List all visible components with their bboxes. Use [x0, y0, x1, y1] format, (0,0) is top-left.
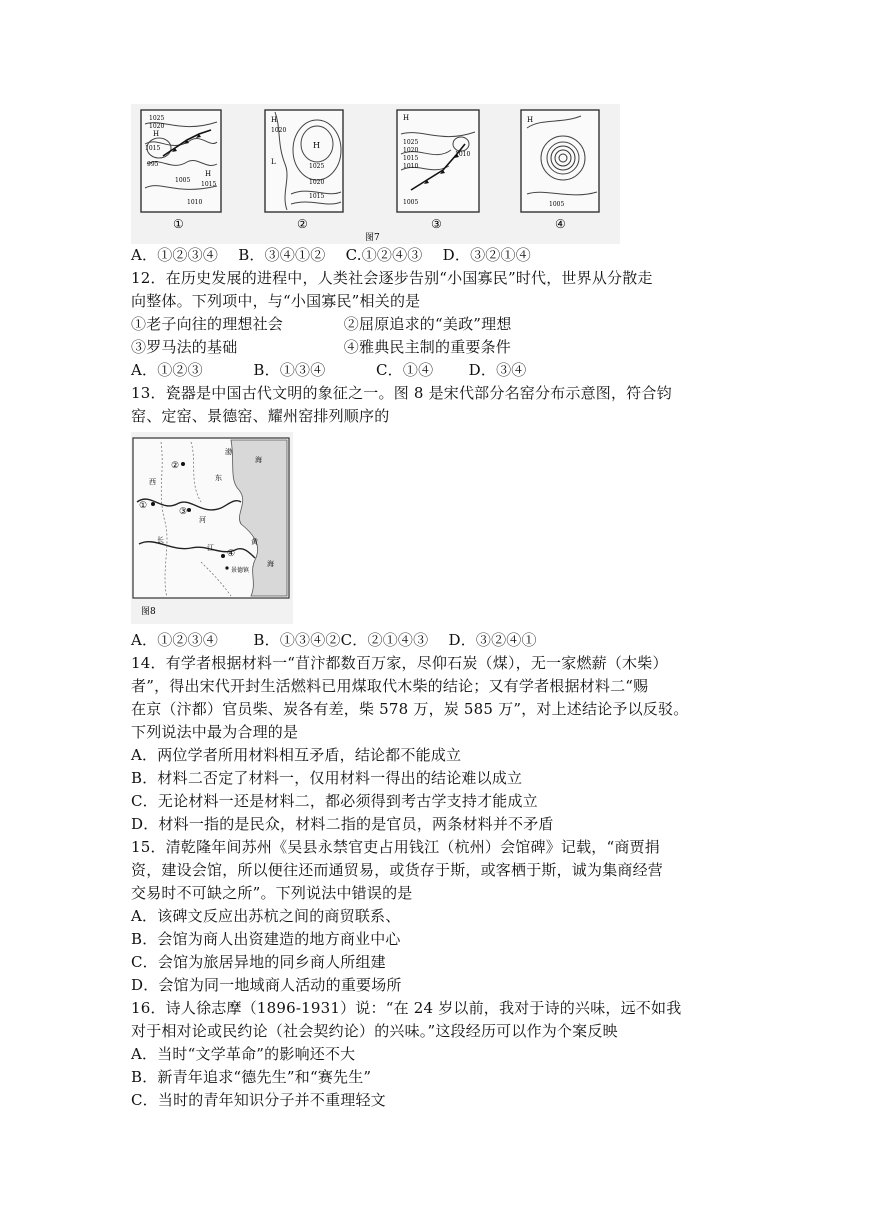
map4-label: ④ [555, 217, 566, 231]
map3-label: ③ [431, 217, 442, 231]
map2-text-5: 1020 [309, 179, 325, 186]
map3-text-6: 1005 [403, 199, 419, 206]
q12-options: A．①②③ B．①③④ C．①④ D．③④ [131, 361, 527, 379]
fig8-label-11: 长 [157, 536, 164, 544]
q14-stem-line-1: 14．有学者根据材料一“苜汴都数百万家，尽仰石炭（煤），无一家燃薪（木柴） [131, 654, 668, 672]
q11-options: A．①②③④ B．③④①② C.①②④③ D．③②①④ [131, 246, 531, 264]
q15-option-d: D．会馆为同一地域商人活动的重要场所 [131, 976, 402, 994]
q12-stem-line-2: 向整体。下列项中，与“小国寡民”相关的是 [131, 292, 421, 310]
q14-stem-line-2: 者”，得出宋代开封生活燃料已用煤取代木柴的结论；又有学者根据材料二“赐 [131, 677, 649, 695]
q16-option-c: C．当时的青年知识分子并不重理轻文 [131, 1091, 386, 1109]
q16-stem-line-1: 16．诗人徐志摩（1896-1931）说：“在 24 岁以前，我对于诗的兴味，远不如我 [131, 999, 682, 1017]
q12-items-line-1: ①老子向往的理想社会 ②屈原追求的“美政”理想 [131, 315, 512, 333]
fig8-label-2: ② [171, 461, 180, 471]
map1-text-6: H [205, 170, 212, 178]
q14-stem-line-3: 在京（汴都）官员柴、炭各有差，柴 578 万，炭 585 万”，对上述结论予以反驳。 [131, 700, 689, 718]
q14-option-b: B．材料二否定了材料一，仅用材料一得出的结论难以成立 [131, 769, 523, 787]
q14-option-d: D．材料一指的是民众，材料二指的是官员，两条材料并不矛盾 [131, 815, 554, 833]
q16-option-b: B．新青年追求“德先生”和“赛先生” [131, 1068, 372, 1086]
map3-text-4: 1010 [403, 163, 419, 170]
fig8-label-4: 西 [149, 478, 156, 486]
map1-text-3: 1015 [145, 145, 161, 152]
map2-text-6: 1015 [309, 193, 325, 200]
weather-map-3 [397, 110, 479, 231]
map1-label: ① [173, 217, 184, 231]
fig8-label-7: ① [139, 501, 148, 511]
q13-stem-line-1: 13．瓷器是中国古代文明的象征之一。图 8 是宋代部分名窑分布示意图，符合钧 [131, 384, 672, 402]
fig8-label-8: 黄 [251, 538, 258, 546]
map1-text-0: 1025 [149, 115, 165, 122]
figure-8-kiln-map [131, 432, 293, 624]
map3-text-5: 1010 [455, 151, 471, 158]
q13-stem-line-2: 窑、定窑、景德窑、耀州窑排列顺序的 [131, 407, 390, 425]
q15-stem-line-1: 15．清乾隆年间苏州《吴县永禁官吏占用钱江（杭州）会馆碑》记载，“商贾捐 [131, 838, 660, 856]
map1-text-8: 1010 [187, 199, 203, 206]
q15-option-c: C．会馆为旅居异地的同乡商人所组建 [131, 953, 386, 971]
q16-stem-line-2: 对于相对论或民约论（社会契约论）的兴味。”这段经历可以作为个案反映 [131, 1022, 618, 1040]
map2-text-0: H [271, 116, 278, 124]
q14-option-a: A．两位学者所用材料相互矛盾，结论都不能成立 [131, 746, 462, 764]
map2-text-1: 1020 [271, 127, 287, 134]
figure-8-svg [131, 432, 293, 624]
weather-map-2 [265, 110, 343, 231]
map4-text-0: H [527, 116, 534, 124]
fig8-label-6: 河 [199, 516, 206, 524]
q12-items-line-2: ③罗马法的基础 ④雅典民主制的重要条件 [131, 338, 512, 356]
q15-option-b: B．会馆为商人出资建造的地方商业中心 [131, 930, 401, 948]
q14-stem-line-4: 下列说法中最为合理的是 [131, 723, 299, 741]
fig8-label-3: 东 [215, 474, 222, 482]
q15-option-a: A．该碑文反应出苏杭之间的商贸联系、 [131, 907, 401, 925]
q14-option-c: C．无论材料一还是材料二，都必须得到考古学支持才能成立 [131, 792, 538, 810]
map1-text-1: 1020 [149, 123, 165, 130]
map1-text-2: H [153, 130, 160, 138]
map2-text-2: L [271, 158, 276, 166]
map3-text-2: 1020 [403, 147, 419, 154]
fig8-label-13: 景德镇 [231, 567, 250, 574]
fig8-label-9: 江 [207, 544, 214, 552]
map3-text-1: 1025 [403, 139, 419, 146]
figure-7-weather-maps [131, 104, 620, 244]
fig8-label-0: 渤 [225, 448, 232, 456]
fig8-label-10: 海 [267, 560, 274, 568]
q16-option-a: A．当时“文学革命”的影响还不大 [131, 1045, 356, 1063]
map2-text-4: 1025 [309, 163, 325, 170]
figure-7-svg [131, 104, 620, 244]
map3-text-3: 1015 [403, 155, 419, 162]
q13-options: A．①②③④ B．①③④②C．②①④③ D．③②④① [131, 631, 537, 649]
weather-map-4 [521, 110, 599, 231]
map2-text-3: H [313, 141, 320, 150]
map1-text-4: 995 [147, 161, 159, 168]
map3-text-0: H [403, 114, 410, 122]
figure-7-caption: 图7 [365, 233, 380, 243]
map1-text-5: 1005 [175, 177, 191, 184]
figure-8-caption: 图8 [141, 607, 156, 617]
map1-text-7: 1015 [201, 181, 217, 188]
map4-text-1: 1005 [549, 201, 565, 208]
q12-stem-line-1: 12．在历史发展的进程中，人类社会逐步告别“小国寡民”时代，世界从分散走 [131, 269, 653, 287]
fig8-label-1: 海 [255, 456, 262, 464]
fig8-label-12: ④ [227, 549, 236, 559]
weather-map-1 [141, 110, 221, 231]
map2-label: ② [297, 217, 308, 231]
q15-stem-line-2: 资，建设会馆，所以便往还而通贸易，或货存于斯，或客栖于斯，诚为集商经营 [131, 861, 664, 879]
fig8-label-5: ③ [179, 507, 188, 517]
q15-stem-line-3: 交易时不可缺之所”。下列说法中错误的是 [131, 884, 413, 902]
